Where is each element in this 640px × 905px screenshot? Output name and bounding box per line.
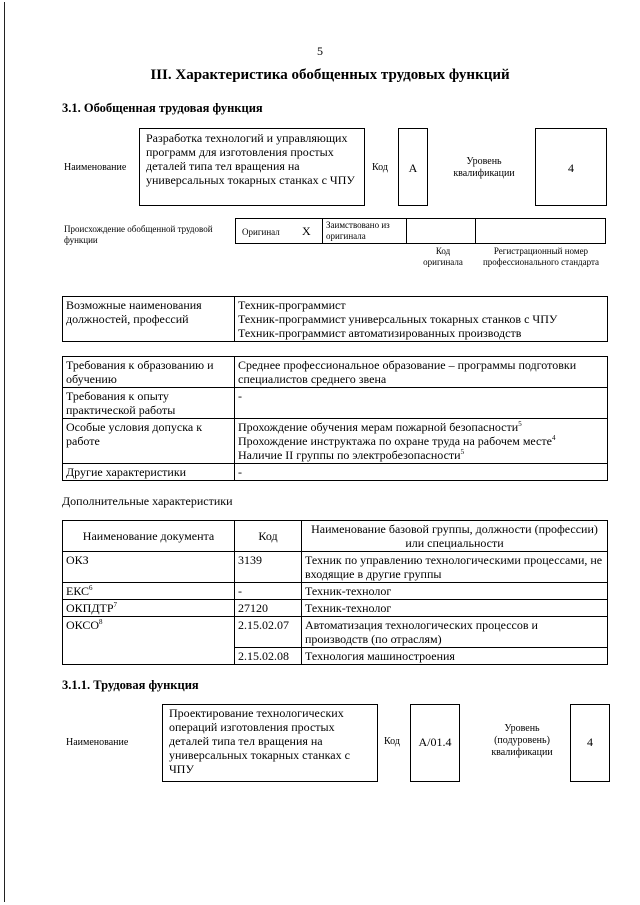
req-education-label: Требования к образованию и обучению <box>63 357 235 388</box>
position-item: Техник-программист <box>238 298 346 312</box>
positions-table <box>62 296 608 342</box>
admission-item: Прохождение обучения мерам пожарной безопасности$^5$ <box>238 420 522 434</box>
req-experience-label: Требования к опыту практической работы <box>63 388 235 419</box>
tf-code-label: Код <box>384 736 400 747</box>
code-cell: 3139 <box>235 552 302 583</box>
gtf-heading: 3.1. Обобщенная трудовая функция <box>62 101 263 115</box>
col-header-group: Наименование базовой группы, должности (профессии) или специальности <box>302 521 608 552</box>
additional-title: Дополнительные характеристики <box>62 494 233 508</box>
tf-level-value: 4 <box>570 704 610 782</box>
req-other-label: Другие характеристики <box>63 464 235 481</box>
origin-code-divider <box>475 218 476 244</box>
footnote-ref: 8 <box>99 618 103 626</box>
doc-cell: ОКПДТР$^7$ <box>63 600 235 617</box>
code-cell: 2.15.02.08 <box>235 648 302 665</box>
positions-label: Возможные наименования должностей, профессий <box>63 297 235 342</box>
position-item: Техник-программист автоматизированных производств <box>238 326 522 340</box>
original-label: Оригинал <box>242 227 280 237</box>
doc-cell: ОКСО$^8$ <box>63 617 235 665</box>
page-number: 5 <box>317 44 323 58</box>
group-cell: Автоматизация технологических процессов и производств (по отраслям) <box>302 617 608 648</box>
req-education-value: Среднее профессиональное образование – программы подготовки специалистов среднего звена <box>235 357 608 388</box>
gtf-level-value: 4 <box>535 128 607 206</box>
tf-name-label: Наименование <box>66 737 129 748</box>
group-cell: Техник по управлению технологическими процессами, не входящие в другие группы <box>302 552 608 583</box>
code-cell: 27120 <box>235 600 302 617</box>
section-title: III. Характеристика обобщенных трудовых функций <box>150 67 510 83</box>
tf-heading: 3.1.1. Трудовая функция <box>62 678 199 692</box>
gtf-name-value: Разработка технологий и управляющих программ для изготовления простых деталей типа тел вращения на универсальных токарных станках с ЧПУ <box>139 128 365 206</box>
gtf-origin-label: Происхождение обобщенной трудовой функции <box>64 224 213 245</box>
footnote-ref: 6 <box>89 584 93 592</box>
gtf-level-label: Уровень квалификации <box>453 156 515 179</box>
footnote-ref: 7 <box>113 601 118 609</box>
req-experience-value: - <box>235 388 608 419</box>
admission-item: Прохождение инструктажа по охране труда на рабочем месте$^4$ <box>238 434 556 448</box>
additional-table <box>62 520 608 665</box>
tf-level-label: Уровень (подуровень) квалификации <box>491 723 553 758</box>
col-header-code: Код <box>235 521 302 552</box>
original-mark: X <box>302 224 311 238</box>
origin-divider <box>322 218 323 244</box>
group-cell: Технология машиностроения <box>302 648 608 665</box>
code-original-caption: Код оригинала <box>423 246 463 267</box>
table-row <box>63 617 608 648</box>
tf-code-value: А/01.4 <box>410 704 460 782</box>
gtf-code-label: Код <box>372 162 388 173</box>
origin-code-reg-box <box>406 218 606 244</box>
table-row <box>63 583 608 600</box>
borrowed-label: Заимствовано из оригинала <box>326 220 390 241</box>
footnote-ref: 4 <box>551 434 556 442</box>
req-other-value: - <box>235 464 608 481</box>
admission-item: Наличие II группы по электробезопасности$^5$ <box>238 448 465 462</box>
gtf-code-value: А <box>398 128 428 206</box>
reg-number-caption: Регистрационный номер профессионального стандарта <box>482 246 600 267</box>
table-row <box>63 600 608 617</box>
doc-cell: ЕКС$^6$ <box>63 583 235 600</box>
footnote-ref: 5 <box>518 420 522 428</box>
tf-name-value: Проектирование технологических операций изготовления простых деталей типа тел вращения на универсальных токарных станках с ЧПУ <box>162 704 378 782</box>
req-admission-label: Особые условия допуска к работе <box>63 419 235 464</box>
code-cell: - <box>235 583 302 600</box>
doc-cell: ОКЗ <box>63 552 235 583</box>
group-cell: Техник-технолог <box>302 600 608 617</box>
footnote-ref: 5 <box>460 448 465 456</box>
gtf-name-label: Наименование <box>64 162 127 173</box>
table-row <box>63 552 608 583</box>
requirements-table <box>62 356 608 481</box>
group-cell: Техник-технолог <box>302 583 608 600</box>
code-cell: 2.15.02.07 <box>235 617 302 648</box>
col-header-document: Наименование документа <box>63 521 235 552</box>
req-admission-values <box>235 419 608 464</box>
positions-values <box>235 297 608 342</box>
position-item: Техник-программист универсальных токарных станков с ЧПУ <box>238 312 558 326</box>
